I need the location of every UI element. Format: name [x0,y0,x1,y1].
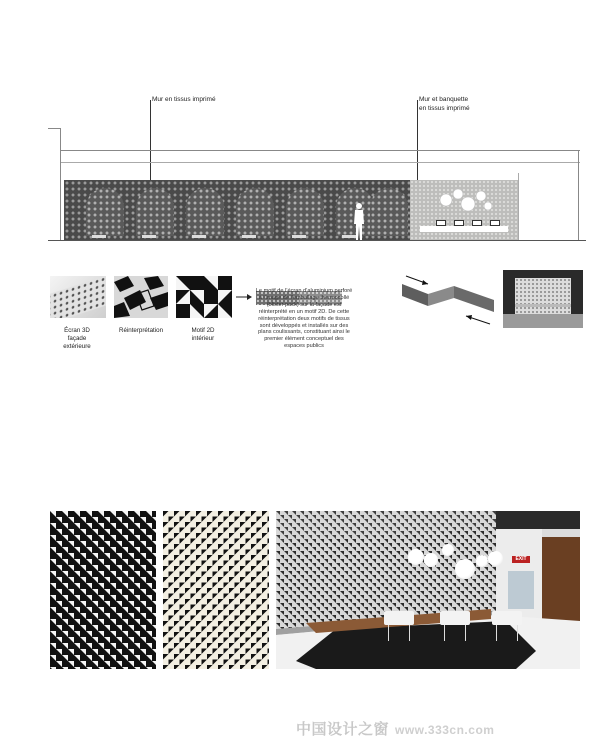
watermark [296,718,494,739]
caption-ecran-2: façade [67,335,87,342]
caption-motif-2: intérieur [191,335,215,342]
chair [472,220,482,226]
bench [142,235,156,238]
elevation-drawing [48,128,586,244]
right-edge [578,150,579,240]
lounge-chair [440,611,470,641]
callout-wall-bench-2: en tissus imprimé [419,105,470,112]
arch-motif [136,188,174,236]
caption-motif-1: Motif 2D [191,327,215,334]
bench [242,235,256,238]
pendant-lamp [488,551,503,566]
ceiling-line-lower [60,162,580,163]
thumb-interior-render [503,270,583,328]
human-figure-icon [352,202,366,242]
arch-motif [370,188,408,236]
arch-motif [286,188,324,236]
thumb-3d-screen [50,276,106,318]
arrow-right-icon [236,293,252,301]
callout-fabric-wall: Mur en tissus imprimé [152,96,216,103]
exit-sign: EXIT [512,556,530,563]
bench [92,235,106,238]
floor-line [48,240,586,241]
chair [490,220,500,226]
thumb-reinterpretation [114,276,168,318]
watermark-url: www.333cn.com [395,723,495,737]
door-frame [518,173,519,240]
caption-ecran-1: Écran 3D [64,327,90,334]
lounge-chair [384,611,414,641]
ceiling-line [60,150,580,151]
chair [454,220,464,226]
thumb-2d-motif [176,276,232,318]
pendant-lamp [424,553,438,567]
concept-description: Le motif de l’écran d’aluminium perforé à l’image de l’emballage thermocollé (blister pack) sur la façade est réinterprété en un motif 2D. De cette réinterprétation deux motifs de tissus sont développés et installés sur des plans coulissants, constituant ainsi le premier élément conceptuel des espaces publics [255,288,353,350]
interior-photo [276,511,580,669]
pattern-sample-cream [163,511,269,669]
pendant-lamp [476,555,488,567]
arch-motif [236,188,274,236]
caption-reinterpretation: Réinterprétation [118,327,164,334]
pendant-lights-icon [436,186,496,216]
roof-line [48,128,60,129]
watermark-cn: 中国设计之窗 [296,721,390,738]
pendant-lamp [455,559,475,579]
pendant-lamp [408,549,424,565]
pendant-lamp [442,544,454,556]
caption-ecran-3: extérieure [63,343,91,350]
lounge-chair [492,611,522,641]
arch-motif [86,188,124,236]
banquette [420,226,508,232]
arch-motif [186,188,224,236]
bench [192,235,206,238]
callout-wall-bench-1: Mur et banquette [419,96,469,103]
bench [292,235,306,238]
lounge-fabric-wall [410,180,518,240]
chair [436,220,446,226]
pattern-sample-black [50,511,156,669]
wall-edge [60,128,61,240]
sliding-panels-diagram [398,272,498,328]
